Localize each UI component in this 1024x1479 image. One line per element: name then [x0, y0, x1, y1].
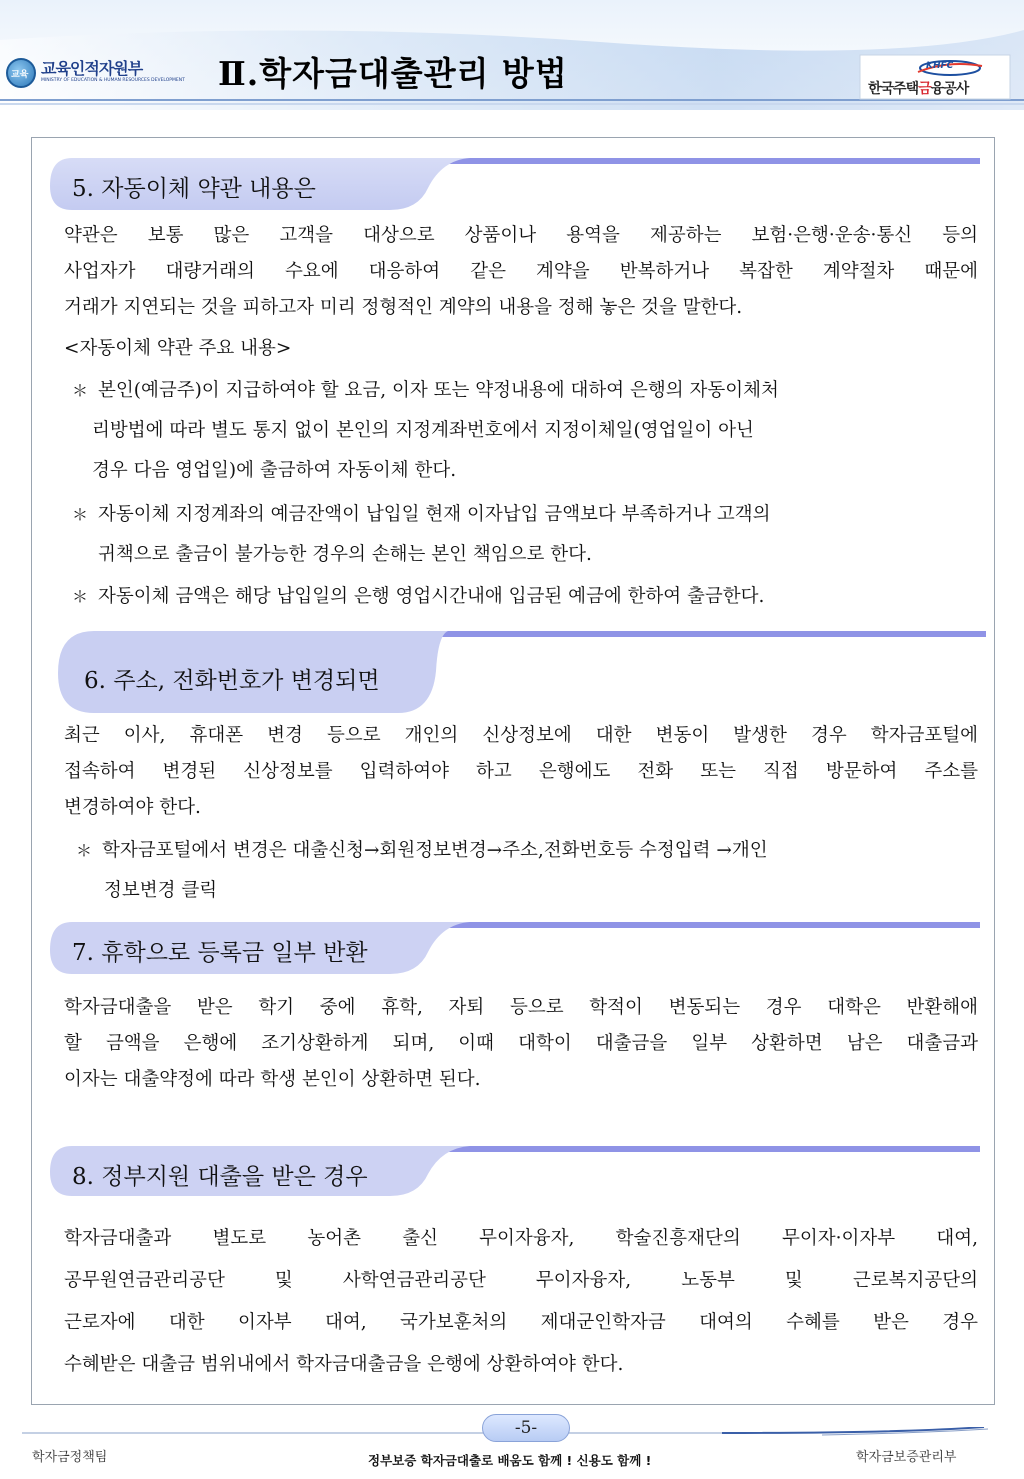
section-5-bullet-2: ＊ 자동이체 지정계좌의 예금잔액이 납입일 현재 이자납입 금액보다 부족하거나 고객의	[72, 504, 771, 525]
section-5-bullet-3: ＊ 자동이체 금액은 해당 납입일의 은행 영업시간내애 입금된 예금에 한하여 출금한다.	[72, 586, 765, 607]
section-8-paragraph: 학자금대출과 별도로 농어촌 출신 무이자융자, 학술진흥재단의 무이자·이자부 대여, 공무원연금관리공단 및 사학연금관리공단 무이자융자, 노동부 및 근로복지공단의 근로자에 대한 이자부 대여, 국가보훈처의 제대군인학자금 대여의 수혜를 받은 경우 수혜받은 대출금 범위내에서 학자금대출금을 은행에 상환하여야 한다.	[64, 1228, 978, 1375]
section-6-rule	[436, 631, 986, 637]
section-6-bullet-1: ＊ 학자금포털에서 변경은 대출신청→회원정보변경→주소,전화번호등 수정입력 →개인	[76, 840, 768, 861]
moe-emblem-icon: 교육	[6, 58, 36, 88]
section-8-heading: 8. 정부지원 대출을 받은 경우	[72, 1164, 368, 1190]
section-5-bullet-2-cont: 귀책으로 출금이 불가능한 경우의 손해는 본인 책임으로 한다.	[98, 544, 592, 565]
section-6-heading: 6. 주소, 전화번호가 변경되면	[84, 668, 380, 694]
footer-slogan: 정부보증 학자금대출로 배움도 함께 ! 신용도 함께 !	[368, 1453, 652, 1468]
page-number: -5-	[482, 1414, 570, 1442]
section-5-bullet-1: ＊ 본인(예금주)이 지급하여야 할 요금, 이자 또는 약정내용에 대하여 은행의 자동이체처	[72, 380, 779, 401]
footer-left-dept: 학자금정책팀	[32, 1450, 108, 1465]
section-5-rule	[436, 158, 980, 164]
khfc-abbr: KHFC	[926, 61, 954, 71]
section-5-paragraph: 약관은 보통 많은 고객을 대상으로 상품이나 용역을 제공하는 보험·은행·운송·통신 등의 사업자가 대량거래의 수요에 대응하여 같은 계약을 반복하거나 복잡한 계약절차 때문에 거래가 지연되는 것을 피하고자 미리 정형적인 계약의 내용을 정해 놓은 것을 말한다.	[64, 225, 978, 318]
section-6-paragraph: 최근 이사, 휴대폰 변경 등으로 개인의 신상정보에 대한 변동이 발생한 경우 학자금포털에 접속하여 변경된 신상정보를 입력하여야 하고 은행에도 전화 또는 직접 방문하여 주소를 변경하여야 한다.	[64, 725, 978, 818]
section-5-subheading: <자동이체 약관 주요 내용>	[64, 338, 292, 359]
khfc-logo	[868, 58, 1010, 100]
moe-logo	[6, 56, 186, 92]
section-5-bullet-1-cont: 리방법에 따라 별도 통지 없이 본인의 지정계좌번호에서 지정이체일(영업일이 아닌	[92, 420, 754, 441]
section-5-bullet-1-cont2: 경우 다음 영업일)에 출금하여 자동이체 한다.	[92, 460, 457, 481]
section-6-bullet-1-cont: 정보변경 클릭	[104, 880, 218, 901]
footer-right-dept: 학자금보증관리부	[856, 1450, 957, 1465]
page-title: Ⅱ.학자금대출관리 방법	[218, 54, 568, 93]
section-7-rule	[436, 922, 980, 928]
moe-name: 교육인적자원부	[41, 59, 143, 78]
section-8-rule	[436, 1146, 980, 1152]
section-7-heading: 7. 휴학으로 등록금 일부 반환	[72, 940, 368, 966]
moe-subtitle: MINISTRY OF EDUCATION & HUMAN RESOURCES DEVELOPMENT	[41, 78, 185, 83]
section-5-heading: 5. 자동이체 약관 내용은	[72, 176, 316, 202]
page-header	[0, 0, 1024, 110]
section-7-paragraph: 학자금대출을 받은 학기 중에 휴학, 자퇴 등으로 학적이 변동되는 경우 대학은 반환해애 할 금액을 은행에 조기상환하게 되며, 이때 대학이 대출금을 일부 상환하면 남은 대출금과 이자는 대출약정에 따라 학생 본인이 상환하면 된다.	[64, 997, 978, 1090]
khfc-name: 한국주택금융공사	[868, 81, 969, 97]
